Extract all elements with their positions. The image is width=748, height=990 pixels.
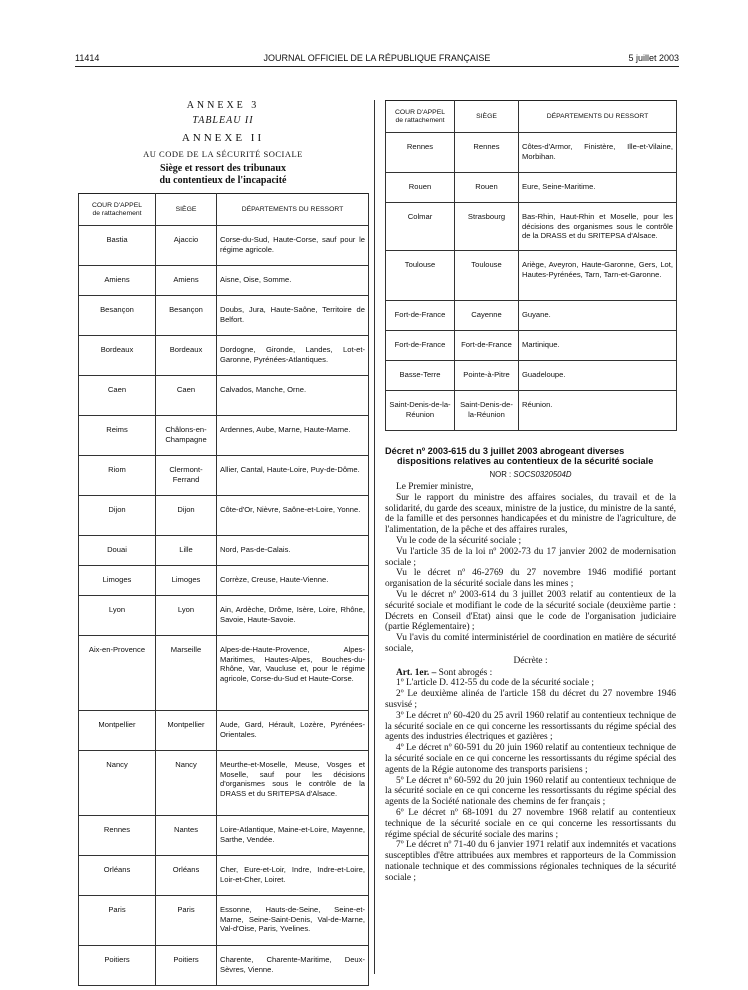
cell-departements: Guadeloupe. [519, 361, 677, 391]
table-header-row [79, 194, 369, 226]
cell-cour: Fort-de-France [386, 331, 455, 361]
nor-label: NOR : [489, 470, 512, 479]
left-table-body [79, 226, 369, 986]
article-label: Art. 1er. – [396, 667, 437, 678]
cell-cour: Toulouse [386, 251, 455, 301]
cell-departements: Allier, Cantal, Haute-Loire, Puy-de-Dôme. [217, 456, 369, 496]
column-divider [374, 100, 375, 974]
table-row [386, 331, 677, 361]
cell-siege: Dijon [156, 496, 217, 536]
header-cour-line1: COUR D'APPEL [91, 201, 143, 209]
cell-departements: Loire-Atlantique, Maine-et-Loire, Mayenne, Sarthe, Vendée. [217, 816, 369, 856]
cell-cour: Orléans [79, 856, 156, 896]
article-1 [385, 668, 676, 679]
article-text: Sont abrogés : [438, 667, 493, 678]
cell-departements: Dordogne, Gironde, Landes, Lot-et-Garonne, Pyrénées-Atlantiques. [217, 336, 369, 376]
header-cour-line1: COUR D'APPEL [394, 108, 446, 116]
right-table-body [386, 133, 677, 431]
article-item: 3º Le décret nº 60-420 du 25 avril 1960 relatif au contentieux technique de la sécurité sociale en ce qui concerne les ressortissants du régime spécial des agents des industries électriques et gazières ; [385, 710, 676, 743]
cell-siege: Toulouse [455, 251, 519, 301]
cell-departements: Charente, Charente-Maritime, Deux-Sèvres, Vienne. [217, 946, 369, 986]
table-row [79, 816, 369, 856]
cell-cour: Bastia [79, 226, 156, 266]
decree-body [385, 482, 676, 883]
cell-siege: Saint-Denis-de-la-Réunion [455, 391, 519, 431]
cell-departements: Meurthe-et-Moselle, Meuse, Vosges et Moselle, sauf pour les décisions d'organismes sous le contrôle de la DRASS et du SRITEPSA d'Alsace. [217, 751, 369, 816]
cell-departements: Doubs, Jura, Haute-Saône, Territoire de Belfort. [217, 296, 369, 336]
table-row [79, 711, 369, 751]
cell-cour: Paris [79, 896, 156, 946]
ressort-table-left [78, 193, 369, 986]
decree-para: Vu le décret nº 46-2769 du 27 novembre 1946 modifié portant organisation de la sécurité sociale dans les mines ; [385, 568, 676, 590]
cell-cour: Rennes [386, 133, 455, 173]
cell-siege: Fort-de-France [455, 331, 519, 361]
decree-para: Le Premier ministre, [396, 482, 474, 492]
cell-departements: Ain, Ardèche, Drôme, Isère, Loire, Rhône, Savoie, Haute-Savoie. [217, 596, 369, 636]
decree-para: Sur le rapport du ministre des affaires sociales, du travail et de la solidarité, du garde des sceaux, ministre de la justice, du ministre de la santé, de la famille et des personnes handicapées et du ministre de l'agriculture, de l'alimentation, de la pêche et des affaires rurales, [385, 492, 676, 536]
table-title-line2: du contentieux de l'incapacité [159, 175, 287, 186]
issue-date: 5 juillet 2003 [628, 53, 679, 63]
cell-departements: Eure, Seine-Maritime. [519, 173, 677, 203]
header-cour [79, 194, 156, 226]
cell-siege: Besançon [156, 296, 217, 336]
right-column [385, 100, 676, 883]
cell-cour: Rennes [79, 816, 156, 856]
table-title-line1: Siège et ressort des tribunaux [160, 163, 286, 174]
article-item: 5º Le décret nº 60-592 du 20 juin 1960 relatif au contentieux technique de la sécurité sociale en ce qui concerne les ressortissants du régime spécial des agents de la Société nationale des chemins de fer français ; [385, 775, 676, 808]
article-item: 2º Le deuxième alinéa de l'article 158 du décret du 27 novembre 1946 susvisé ; [385, 689, 676, 710]
table-row [386, 203, 677, 251]
table-row [79, 496, 369, 536]
journal-title: JOURNAL OFFICIEL DE LA RÉPUBLIQUE FRANÇAISE [263, 53, 491, 63]
header-cour [386, 101, 455, 133]
cell-siege: Nancy [156, 751, 217, 816]
cell-departements: Cher, Eure-et-Loir, Indre, Indre-et-Loire, Loir-et-Cher, Loiret. [217, 856, 369, 896]
cell-siege: Bordeaux [156, 336, 217, 376]
cell-departements: Côtes-d'Armor, Finistère, Ille-et-Vilaine, Morbihan. [519, 133, 677, 173]
decree-para: Vu le décret nº 2003-614 du 3 juillet 2003 relatif au contentieux de la sécurité sociale et modifiant le code de la sécurité sociale (deuxième partie : Décrets en Conseil d'Etat) ainsi que le code de l'organisation judiciaire (partie Réglementaire) ; [385, 589, 676, 633]
header-rule [75, 66, 679, 67]
cell-siege: Paris [156, 896, 217, 946]
page-header [75, 53, 679, 67]
cell-cour: Bordeaux [79, 336, 156, 376]
cell-cour: Saint-Denis-de-la-Réunion [386, 391, 455, 431]
header-siege: SIÈGE [156, 194, 217, 226]
cell-cour: Nancy [79, 751, 156, 816]
cell-siege: Poitiers [156, 946, 217, 986]
cell-cour: Riom [79, 456, 156, 496]
cell-departements: Aude, Gard, Hérault, Lozère, Pyrénées-Orientales. [217, 711, 369, 751]
tableau-heading: TABLEAU II [192, 115, 254, 126]
article-item: 1º L'article D. 412-55 du code de la sécurité sociale ; [396, 678, 595, 689]
cell-cour: Dijon [79, 496, 156, 536]
cell-departements: Calvados, Manche, Orne. [217, 376, 369, 416]
cell-cour: Caen [79, 376, 156, 416]
cell-siege: Cayenne [455, 301, 519, 331]
cell-siege: Nantes [156, 816, 217, 856]
cell-departements: Nord, Pas-de-Calais. [217, 536, 369, 566]
nor-reference [385, 470, 676, 482]
table-row [386, 301, 677, 331]
article-item: 7º Le décret nº 71-40 du 6 janvier 1971 relatif aux indemnités et vacations susceptibles d'être attribuées aux membres et rapporteurs de la Commission nationale technique et des commissions régionales techniques de la sécurité sociale ; [385, 840, 676, 883]
cell-cour: Colmar [386, 203, 455, 251]
cell-departements: Ardennes, Aube, Marne, Haute-Marne. [217, 416, 369, 456]
decree-para: Vu le code de la sécurité sociale ; [396, 535, 522, 546]
cell-siege: Montpellier [156, 711, 217, 751]
cell-siege: Lyon [156, 596, 217, 636]
table-row [386, 361, 677, 391]
cell-siege: Orléans [156, 856, 217, 896]
header-departements: DÉPARTEMENTS DU RESSORT [519, 101, 677, 133]
cell-departements: Côte-d'Or, Nièvre, Saône-et-Loire, Yonne. [217, 496, 369, 536]
header-departements: DÉPARTEMENTS DU RESSORT [217, 194, 369, 226]
table-row [386, 251, 677, 301]
table-header-row [386, 101, 677, 133]
cell-siege: Marseille [156, 636, 217, 711]
left-column [78, 100, 368, 986]
table-row [79, 946, 369, 986]
code-heading: AU CODE DE LA SÉCURITÉ SOCIALE [143, 149, 303, 159]
table-row [79, 376, 369, 416]
cell-siege: Lille [156, 536, 217, 566]
table-row [386, 173, 677, 203]
cell-departements: Guyane. [519, 301, 677, 331]
cell-cour: Lyon [79, 596, 156, 636]
table-row [79, 296, 369, 336]
nor-code: SOCS0320504D [513, 470, 572, 479]
table-row [79, 226, 369, 266]
cell-siege: Limoges [156, 566, 217, 596]
cell-departements: Alpes-de-Haute-Provence, Alpes-Maritimes, Hautes-Alpes, Bouches-du-Rhône, Var, Vaucluse et, pour le régime agricole, Corse-du-Sud et Haute-Corse. [217, 636, 369, 711]
cell-cour: Poitiers [79, 946, 156, 986]
table-row [386, 133, 677, 173]
ressort-table-right [385, 100, 677, 431]
cell-cour: Reims [79, 416, 156, 456]
article-item: 4º Le décret nº 60-591 du 20 juin 1960 relatif au contentieux technique de la sécurité sociale en ce qui concerne les ressortissants du régime spécial des agents de la Régie autonome des transports parisiens ; [385, 743, 676, 775]
cell-siege: Rouen [455, 173, 519, 203]
cell-departements: Ariège, Aveyron, Haute-Garonne, Gers, Lot, Hautes-Pyrénées, Tarn, Tarn-et-Garonne. [519, 251, 677, 301]
cell-cour: Montpellier [79, 711, 156, 751]
table-row [386, 391, 677, 431]
decree-para: Vu l'article 35 de la loi nº 2002-73 du 17 janvier 2002 de modernisation sociale ; [385, 546, 676, 568]
article-item: 6º Le décret nº 68-1091 du 27 novembre 1968 relatif au contentieux technique de la sécurité sociale en ce qui concerne les ressortissants du régime spécial de sécurité sociale des marins ; [385, 807, 676, 840]
cell-departements: Corrèze, Creuse, Haute-Vienne. [217, 566, 369, 596]
table-row [79, 566, 369, 596]
table-row [79, 536, 369, 566]
cell-cour: Fort-de-France [386, 301, 455, 331]
table-row [79, 416, 369, 456]
cell-departements: Bas-Rhin, Haut-Rhin et Moselle, pour les décisions des organismes sous le contrôle de la DRASS et du SRITEPSA d'Alsace. [519, 203, 677, 251]
table-row [79, 456, 369, 496]
cell-departements: Réunion. [519, 391, 677, 431]
table-row [79, 896, 369, 946]
cell-siege: Ajaccio [156, 226, 217, 266]
cell-departements: Corse-du-Sud, Haute-Corse, sauf pour le régime agricole. [217, 226, 369, 266]
cell-departements: Martinique. [519, 331, 677, 361]
annex3-heading: ANNEXE 3 [186, 100, 260, 111]
cell-cour: Aix-en-Provence [79, 636, 156, 711]
cell-departements: Aisne, Oise, Somme. [217, 266, 369, 296]
cell-siege: Clermont-Ferrand [156, 456, 217, 496]
cell-siege: Amiens [156, 266, 217, 296]
cell-cour: Besançon [79, 296, 156, 336]
header-cour-line2: de rattachement [395, 116, 445, 124]
annex2-heading: ANNEXE II [181, 132, 265, 144]
table-row [79, 596, 369, 636]
table-title [78, 163, 368, 193]
page-number: 11414 [75, 53, 100, 63]
header-cour-line2: de rattachement [92, 209, 142, 217]
cell-cour: Rouen [386, 173, 455, 203]
table-row [79, 636, 369, 711]
table-row [79, 266, 369, 296]
cell-cour: Limoges [79, 566, 156, 596]
table-row [79, 856, 369, 896]
cell-departements: Essonne, Hauts-de-Seine, Seine-et-Marne, Seine-Saint-Denis, Val-de-Marne, Val-d'Oise, Paris, Yvelines. [217, 896, 369, 946]
decree-para: Vu l'avis du comité interministériel de coordination en matière de sécurité sociale, [385, 633, 676, 654]
header-siege: SIÈGE [455, 101, 519, 133]
cell-cour: Basse-Terre [386, 361, 455, 391]
decree-title: Décret nº 2003-615 du 3 juillet 2003 abrogeant diverses dispositions relatives au contentieux de la sécurité sociale [385, 446, 654, 466]
cell-cour: Amiens [79, 266, 156, 296]
cell-siege: Pointe-à-Pitre [455, 361, 519, 391]
cell-siege: Rennes [455, 133, 519, 173]
cell-cour: Douai [79, 536, 156, 566]
decrete-line: Décrète : [513, 655, 548, 666]
table-row [79, 336, 369, 376]
table-row [79, 751, 369, 816]
cell-siege: Caen [156, 376, 217, 416]
cell-siege: Strasbourg [455, 203, 519, 251]
cell-siege: Châlons-en-Champagne [156, 416, 217, 456]
